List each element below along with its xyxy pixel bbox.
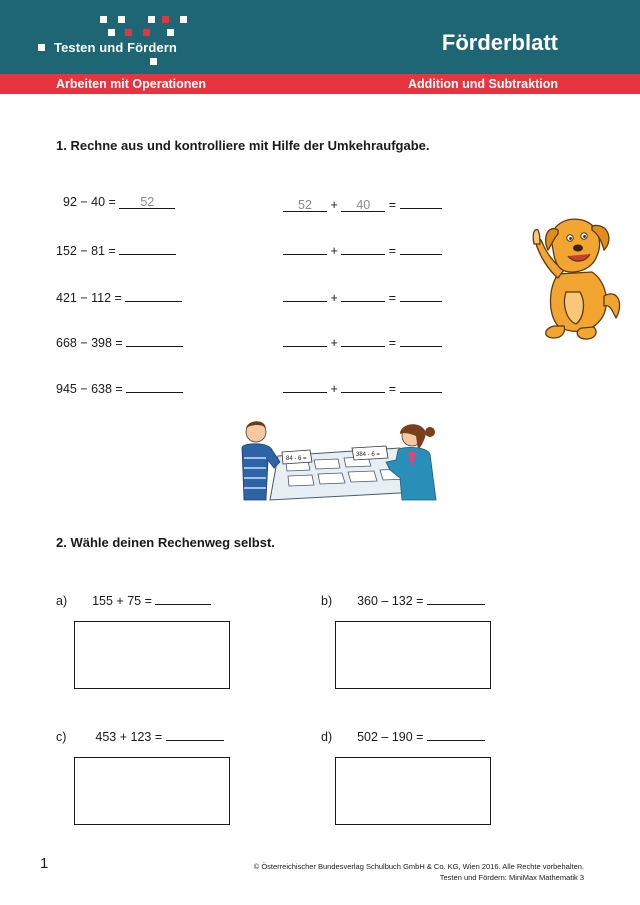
- check-blank-a[interactable]: [283, 379, 327, 393]
- plus-sign: +: [330, 382, 338, 396]
- page-number: 1: [40, 855, 49, 872]
- task-answer-blank[interactable]: [427, 591, 485, 605]
- answer-blank[interactable]: 52: [119, 195, 175, 209]
- children-cards-icon: [240, 418, 440, 502]
- task-label: a): [56, 594, 68, 608]
- equals-sign: =: [388, 382, 397, 396]
- answer-blank[interactable]: [126, 333, 183, 347]
- plus-sign: +: [330, 336, 338, 350]
- task-expression: 155 + 75 =: [92, 594, 152, 608]
- check-blank-a[interactable]: [283, 288, 327, 302]
- plus-sign: +: [330, 198, 338, 212]
- task-b: [321, 591, 485, 608]
- page-title: Förderblatt: [441, 30, 558, 55]
- card-text: 84 - 6 =: [286, 456, 307, 462]
- copyright-text: © Österreichischer Bundesverlag Schulbuch GmbH & Co. KG, Wien 2016. Alle Rechte vorbehalten.: [253, 862, 584, 871]
- check-blank-b[interactable]: [341, 379, 385, 393]
- check-blank-a[interactable]: 52: [283, 198, 327, 212]
- exercise-row: [56, 333, 183, 350]
- workspace-box-a[interactable]: [74, 621, 230, 689]
- plus-sign: +: [330, 244, 338, 258]
- check-blank-result[interactable]: [400, 379, 442, 393]
- plus-sign: +: [330, 291, 338, 305]
- task-d: [321, 727, 485, 744]
- check-blank-result[interactable]: [400, 241, 442, 255]
- check-row: [283, 241, 442, 258]
- answer-blank[interactable]: [119, 241, 176, 255]
- check-row: [283, 379, 442, 396]
- equals-sign: =: [388, 198, 397, 212]
- task-a: [56, 591, 211, 608]
- section-subtopic: Addition und Subtraktion: [408, 77, 558, 91]
- equals-sign: =: [388, 244, 397, 258]
- task-label: d): [321, 730, 333, 744]
- equation-text: 92 − 40 =: [63, 195, 116, 209]
- exercise-row: [56, 241, 176, 258]
- equation-text: 945 − 638 =: [56, 382, 123, 396]
- answer-blank[interactable]: [125, 288, 182, 302]
- check-blank-a[interactable]: [283, 241, 327, 255]
- check-blank-b[interactable]: 40: [341, 198, 385, 212]
- logo-icon: [0, 0, 200, 74]
- check-blank-result[interactable]: [400, 333, 442, 347]
- equals-sign: =: [388, 291, 397, 305]
- check-blank-a[interactable]: [283, 333, 327, 347]
- task-label: c): [56, 730, 67, 744]
- exercise-2-heading: 2. Wähle deinen Rechenweg selbst.: [56, 535, 275, 550]
- check-blank-b[interactable]: [341, 333, 385, 347]
- check-blank-result[interactable]: [400, 195, 442, 209]
- task-answer-blank[interactable]: [166, 727, 224, 741]
- check-blank-result[interactable]: [400, 288, 442, 302]
- task-expression: 453 + 123 =: [95, 730, 163, 744]
- check-blank-b[interactable]: [341, 288, 385, 302]
- dog-mascot-icon: [518, 214, 630, 342]
- task-c: [56, 727, 224, 744]
- exercise-row: [56, 288, 182, 305]
- workspace-box-d[interactable]: [335, 757, 491, 825]
- card-text: 384 - 6 =: [356, 452, 380, 458]
- check-row: [283, 333, 442, 350]
- task-answer-blank[interactable]: [155, 591, 211, 605]
- equation-text: 152 − 81 =: [56, 244, 116, 258]
- task-label: b): [321, 594, 333, 608]
- check-row: [283, 288, 442, 305]
- task-expression: 502 – 190 =: [357, 730, 424, 744]
- section-topic: Arbeiten mit Operationen: [56, 77, 207, 91]
- check-blank-b[interactable]: [341, 241, 385, 255]
- equation-text: 421 − 112 =: [56, 291, 122, 305]
- equals-sign: =: [388, 336, 397, 350]
- answer-blank[interactable]: [126, 379, 183, 393]
- exercise-row: [63, 195, 175, 209]
- task-answer-blank[interactable]: [427, 727, 485, 741]
- series-text: Testen und Fördern: MiniMax Mathematik 3: [439, 873, 584, 882]
- task-expression: 360 – 132 =: [357, 594, 424, 608]
- workspace-box-b[interactable]: [335, 621, 491, 689]
- exercise-1-heading: 1. Rechne aus und kontrolliere mit Hilfe der Umkehraufgabe.: [56, 138, 430, 153]
- check-row: [283, 195, 442, 212]
- brand-name: Testen und Fördern: [54, 40, 177, 55]
- exercise-row: [56, 379, 183, 396]
- workspace-box-c[interactable]: [74, 757, 230, 825]
- equation-text: 668 − 398 =: [56, 336, 123, 350]
